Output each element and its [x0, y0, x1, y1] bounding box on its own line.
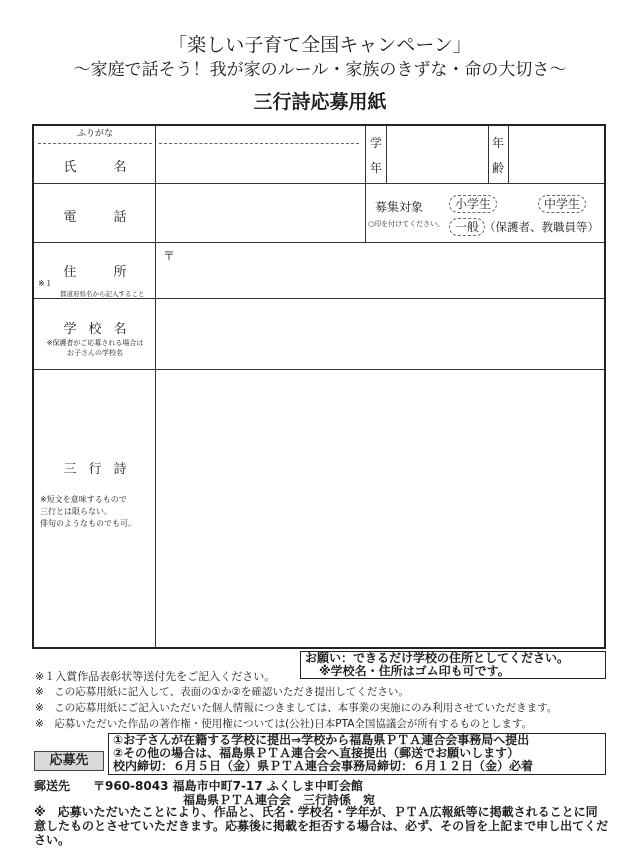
apply-line-3: 校内締切：６月５日（金）県ＰＴＡ連合会事務局締切：６月１２日（金）必着	[113, 759, 534, 773]
footer-note-1: ※１入賞作品表彰状等送付先をご記入ください。	[35, 670, 276, 683]
postal-mark: 〒	[163, 249, 176, 263]
name-label: 氏 名	[63, 160, 139, 175]
footer-note-3: ※ この応募用紙にご記入いただいた個人情報につきましては、本事業の実施にのみ利用させていただきます。	[35, 702, 558, 714]
request-box	[300, 651, 606, 679]
phone-input[interactable]	[156, 184, 364, 241]
apply-line-1: ①お子さんが在籍する学校に提出⇒学校から福島県ＰＴＡ連合会事務局へ提出	[113, 733, 530, 747]
address-note-mark: ※１	[38, 279, 53, 288]
furigana-label: ふりがな	[76, 129, 113, 139]
target-option-junior-high[interactable]: 中学生	[538, 195, 586, 213]
school-note-1: ※保護者がご応募される場合は	[46, 339, 144, 347]
final-notice: ※ 応募いただいたことにより、作品と、氏名・学校名・学年が、ＰＴＡ広報紙等に掲載されることに同意したものとさせていただきます。応募後に掲載を拒否する場合は、必ず、その旨を上記まで申し出てください。	[34, 805, 609, 847]
school-note-2: お子さんの学校名	[67, 349, 123, 357]
request-line-2: ※学校名・住所はゴム印も可です。	[319, 664, 510, 678]
address-note: 都道府県名から記入すること	[60, 290, 145, 298]
school-input[interactable]	[156, 299, 605, 368]
mail-label: 郵送先	[34, 779, 71, 793]
poem-label: 三行詩	[63, 462, 139, 477]
form-title: 三行詩応募用紙	[253, 91, 387, 113]
poem-note-3: 俳句のようなものでも可。	[40, 519, 136, 528]
age-label-bottom: 齢	[492, 161, 505, 175]
grade-divider	[365, 126, 366, 183]
age-divider	[488, 126, 489, 183]
poem-note-1: ※短文を意味するもので	[40, 495, 127, 504]
footer-note-2: ※ この応募用紙に記入して、表面の①か②を確認いただき提出してください。	[35, 686, 409, 698]
poem-note-2: 三行とは限らない。	[40, 507, 112, 516]
target-general-note: （保護者、教職員等）	[484, 220, 599, 234]
target-label: 募集対象	[375, 200, 424, 214]
apply-line-2: ②その他の場合は、福島県ＰＴＡ連合会へ直接提出（郵送でお願いします）	[113, 746, 520, 760]
furigana-input[interactable]	[156, 126, 364, 143]
grade-label-top: 学	[370, 136, 383, 150]
phone-divider	[365, 183, 366, 242]
furigana-divider	[38, 143, 152, 144]
name-input[interactable]	[156, 144, 364, 182]
footer-note-4: ※ 応募いただいた作品の著作権・使用権については(公社)日本PTA全国協議会が所有するものとします。	[35, 718, 533, 730]
campaign-title: 「楽しい子育て全国キャンペーン」	[168, 34, 472, 56]
address-label: 住 所	[63, 265, 139, 280]
request-line-1: お願い：できるだけ学校の住所としてください。	[305, 651, 570, 665]
campaign-subtitle: ～家庭で話そう！我が家のルール・家族のきずな・命の大切さ～	[73, 60, 567, 80]
entry-form	[32, 124, 606, 649]
apply-box	[108, 733, 606, 775]
age-input[interactable]	[509, 126, 605, 182]
age-label-top: 年	[492, 136, 505, 150]
target-option-elementary[interactable]: 小学生	[449, 195, 497, 213]
grade-input[interactable]	[387, 126, 487, 182]
grade-label-bottom: 年	[370, 161, 383, 175]
address-input[interactable]	[156, 243, 605, 297]
phone-label: 電 話	[63, 210, 139, 225]
target-option-general[interactable]: 一般	[449, 218, 485, 236]
target-note: ○印を付けてください。	[368, 220, 445, 228]
apply-label: 応募先	[34, 751, 104, 771]
mail-line-1: 〒960-8043 福島市中町7-17 ふくしま中町会館	[93, 779, 363, 793]
mail-line-2: 福島県ＰＴＡ連合会 三行詩係 宛	[183, 793, 376, 807]
poem-input[interactable]	[156, 370, 605, 647]
school-label: 学校名	[63, 322, 139, 337]
